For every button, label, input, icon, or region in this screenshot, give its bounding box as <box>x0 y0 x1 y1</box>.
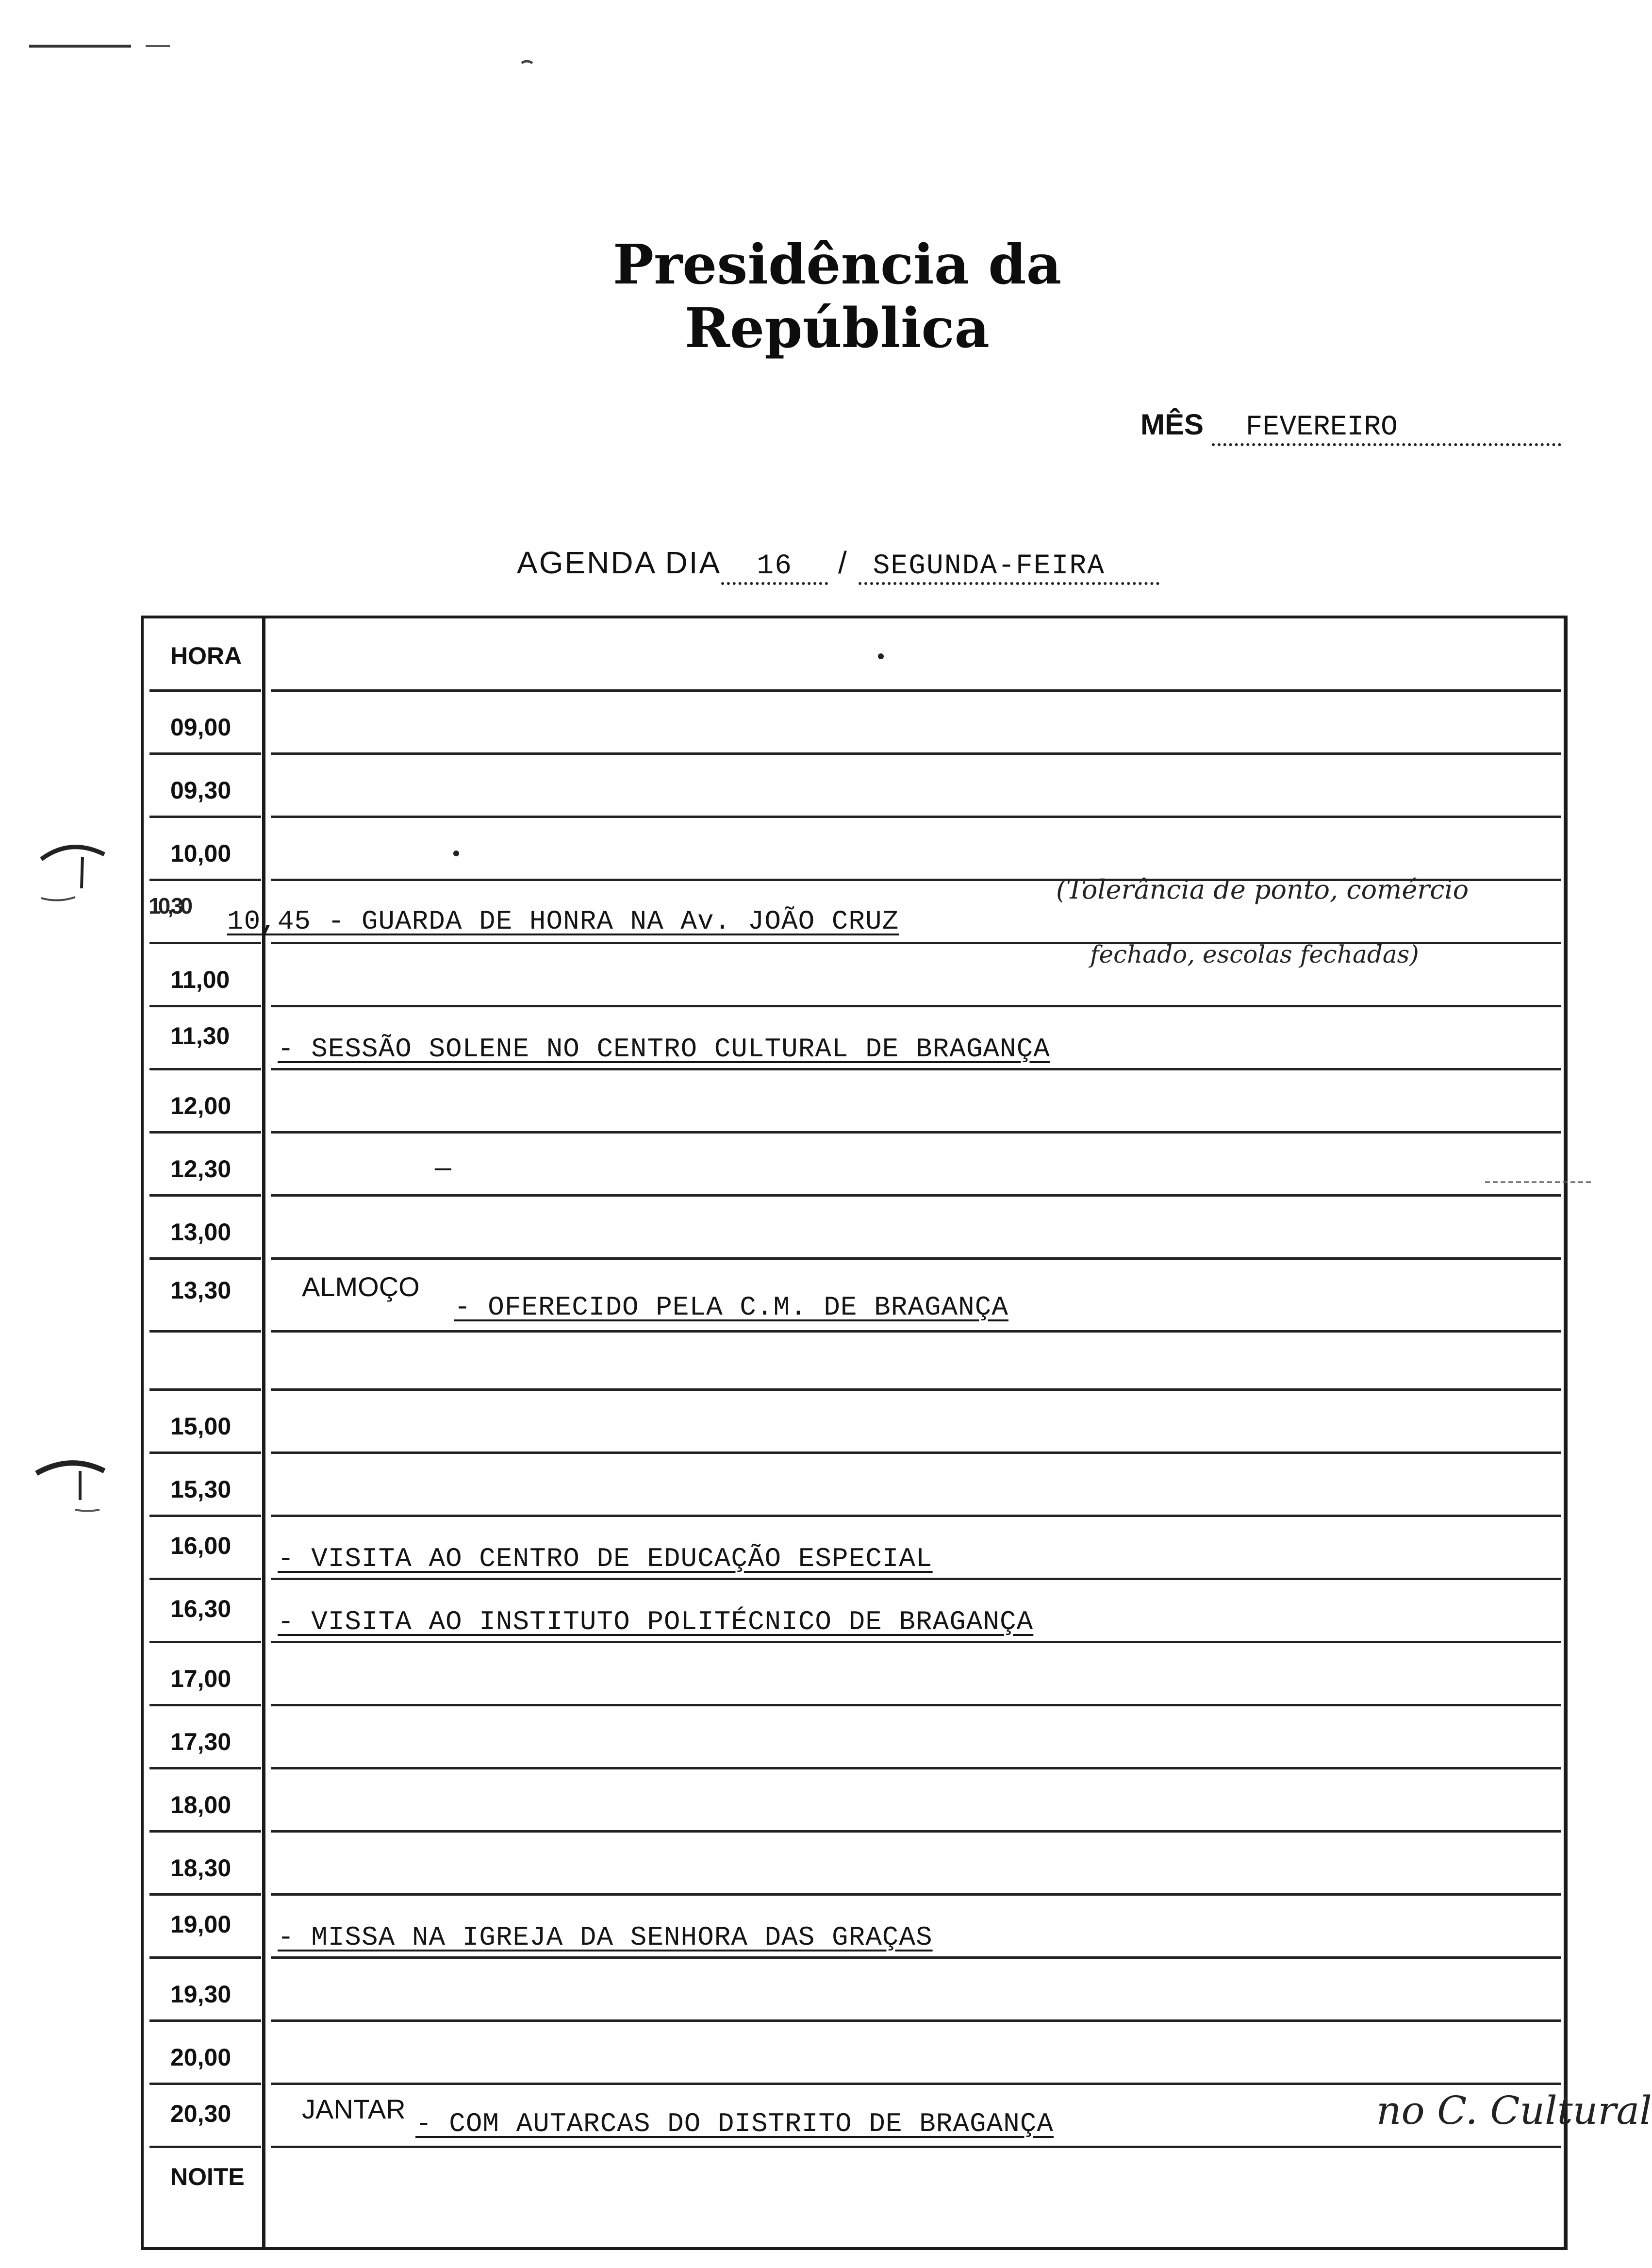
month-label: MÊS <box>1140 408 1204 441</box>
agenda-separator: / <box>838 545 848 580</box>
hora-cell: 09,30 <box>170 777 231 804</box>
agenda-day-value: 16 <box>721 550 828 585</box>
hora-cell: 17,00 <box>170 1665 231 1692</box>
hora-cell: 20,30 <box>170 2100 231 2127</box>
hora-cell: 17,30 <box>170 1728 231 1755</box>
handwritten-note: (Tolerância de ponto, comércio <box>1056 874 1469 905</box>
hora-column-header: HORA <box>170 642 242 669</box>
agenda-entry: - OFERECIDO PELA C.M. DE BRAGANÇA <box>454 1292 1008 1323</box>
agenda-entry: - COM AUTARCAS DO DISTRITO DE BRAGANÇA <box>415 2108 1054 2139</box>
page-title: Presidência da República <box>612 233 1062 360</box>
hora-cell: 19,00 <box>170 1911 231 1938</box>
hora-cell: 16,30 <box>170 1595 231 1622</box>
hora-cell: 09,00 <box>170 714 231 741</box>
hora-cell: 13,00 <box>170 1218 231 1246</box>
hora-cell: 13,30 <box>170 1277 231 1304</box>
agenda-weekday-value: SEGUNDA-FEIRA <box>859 550 1159 585</box>
handwritten-note: no C. Cultural <box>1376 2088 1652 2133</box>
month-value: FEVEREIRO <box>1212 412 1561 446</box>
hora-cell: 18,30 <box>170 1854 231 1882</box>
agenda-entry: - VISITA AO INSTITUTO POLITÉCNICO DE BRAGANÇA <box>278 1606 1034 1637</box>
hora-cell: 15,30 <box>170 1476 231 1503</box>
hora-cell: 12,30 <box>170 1155 231 1183</box>
hora-cell: 15,00 <box>170 1413 231 1440</box>
agenda-entry: - VISITA AO CENTRO DE EDUCAÇÃO ESPECIAL <box>278 1543 933 1574</box>
entry-label: ALMOÇO <box>302 1271 420 1302</box>
handwritten-note: fechado, escolas fechadas) <box>1090 940 1419 968</box>
hora-cell: 11,30 <box>170 1022 230 1050</box>
hora-cell: 11,00 <box>170 966 230 993</box>
hora-cell: NOITE <box>170 2163 245 2190</box>
hora-cell-overtyped: 10,30 <box>149 893 190 918</box>
hora-cell: 12,00 <box>170 1092 231 1119</box>
agenda-entry: 10,45 - GUARDA DE HONRA NA Av. JOÃO CRUZ <box>227 906 899 937</box>
entry-label: JANTAR <box>302 2094 406 2124</box>
hora-cell: 10,00 <box>170 840 231 867</box>
hora-cell: 19,30 <box>170 1981 231 2008</box>
hora-cell: 20,00 <box>170 2044 231 2071</box>
agenda-entry: - MISSA NA IGREJA DA SENHORA DAS GRAÇAS <box>278 1922 933 1953</box>
hora-cell: 16,00 <box>170 1532 231 1559</box>
hora-cell: 18,00 <box>170 1791 231 1818</box>
dash-mark: — <box>435 1153 452 1184</box>
agenda-entry: - SESSÃO SOLENE NO CENTRO CULTURAL DE BRAGANÇA <box>278 1034 1050 1065</box>
agenda-label: AGENDA DIA <box>517 545 722 580</box>
